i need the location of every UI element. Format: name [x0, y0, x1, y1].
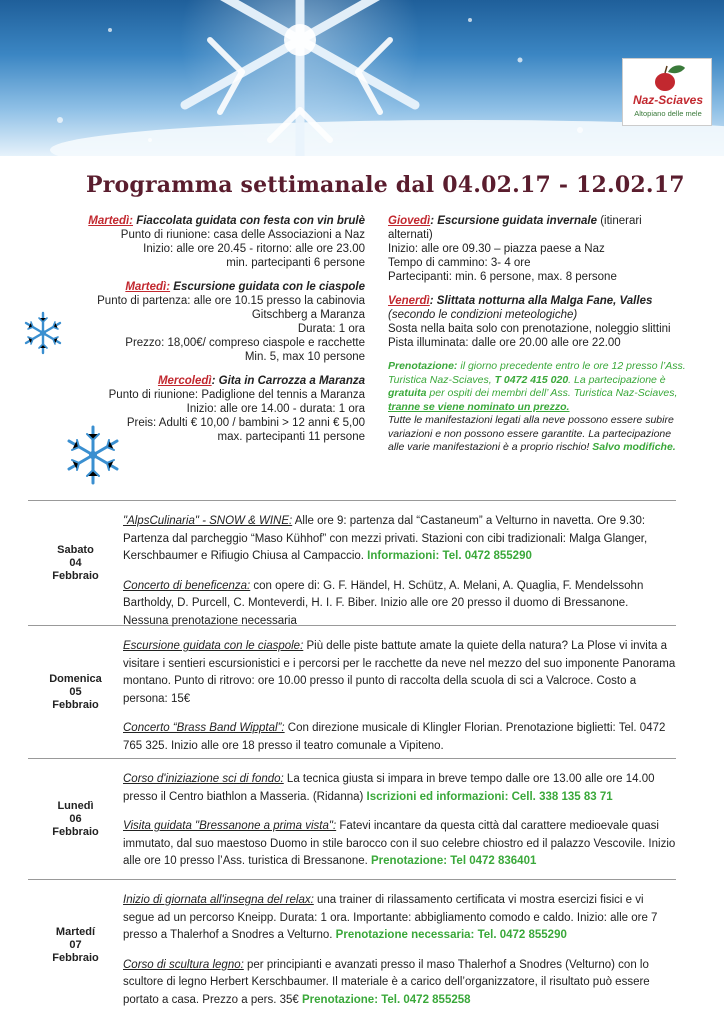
snowflake-icon	[20, 310, 66, 356]
event-title: Escursione guidata con le ciaspole:	[123, 640, 304, 652]
event-title: Inizio di giornata all'insegna del relax:	[123, 894, 314, 906]
schedule-event	[123, 720, 676, 755]
event-note: (itinerari alternati)	[388, 215, 642, 241]
day-label: Martedí 07 Febbraio	[52, 925, 99, 964]
event-subnote: (secondo le condizioni meteologiche)	[388, 309, 578, 321]
event-line: Partecipanti: min. 6 persone, max. 8 persone	[388, 271, 617, 283]
event-block	[80, 214, 365, 270]
event-line: Pista illuminata: dalle ore 20.00 alle ore 22.00	[388, 337, 621, 349]
event-text: Più delle piste battute amate la quiete della natura? La Plose vi invita a visitare i sentieri escursionistici e i percorsi per le racchette da neve nel mezzo del suo imponente Panorama montano. Punto di ritrovo: ore 10.00 presso il punto di raccolta della scuola di sci a Valcroce. Costo a persona: 15€	[123, 640, 676, 705]
event-text: La tecnica giusta si impara in breve tempo dalle ore 13.00 alle ore 14.00 presso il Centro biathlon a Masseria. (Ridanna)	[123, 773, 655, 803]
day-cell	[28, 626, 123, 758]
event-line: Sosta nella baita solo con prenotazione, noleggio slittini	[388, 323, 671, 335]
day-cell	[28, 759, 123, 879]
events-cell	[123, 626, 676, 758]
header-banner	[0, 0, 724, 156]
event-block	[388, 214, 688, 284]
snowflake-banner-image	[0, 0, 724, 156]
booking-unless: tranne se viene nominato un prezzo.	[388, 400, 570, 413]
event-block	[388, 294, 688, 350]
schedule-event	[123, 818, 676, 871]
event-line: Inizio: alle ore 20.45 - ritorno: alle ore 23.00	[143, 243, 365, 255]
event-heading: Escursione guidata con le ciaspole	[170, 281, 365, 293]
event-text: per principianti e avanzati presso il maso Thalerhof a Snodres (Velturno) con lo scultore di legno Herbert Kerschbaumer. Il materiale è a carico dell’organizzatore, il risultato può essere portato a casa. Prezzo a pers. 35€	[123, 958, 650, 1006]
event-heading: : Gita in Carrozza a Maranza	[211, 375, 365, 387]
booking-label: Prenotazione:	[388, 360, 458, 372]
event-title: Corso di scultura legno:	[123, 958, 244, 971]
day-label: Domenica 05 Febbraio	[49, 672, 102, 711]
event-day: Giovedì	[388, 215, 431, 227]
booking-text: per ospiti dei membri dell’ Ass. Turistica Naz-Sciaves,	[426, 387, 678, 399]
event-contact: Prenotazione: Tel. 0472 855258	[302, 993, 471, 1006]
event-title: Corso d'iniziazione sci di fondo:	[123, 773, 284, 785]
schedule-event	[123, 892, 676, 945]
events-cell	[123, 759, 676, 879]
table-row	[28, 880, 676, 1010]
event-contact: Informazioni: Tel. 0472 855290	[367, 550, 532, 562]
booking-text: il giorno precedente entro le ore 12 presso l’Ass. Turistica Naz-Sciaves,	[388, 360, 686, 386]
event-text: Fatevi incantare da questa città dal carattere medioevale quasi immutato, dal suo maestoso Duomo in stile barocco con il suo celebre chiostro ed il palazzo Vescovile. Inizio alle ore 10 presso l’Ass. turistica di Bressanone.	[123, 820, 676, 867]
naz-sciaves-logo[interactable]	[622, 58, 712, 126]
left-events-column	[80, 214, 365, 454]
schedule-event	[123, 578, 676, 631]
event-heading: : Escursione guidata invernale	[430, 215, 597, 227]
day-label: Lunedì 06 Febbraio	[52, 799, 99, 838]
event-line: Tempo di cammino: 3- 4 ore	[388, 257, 531, 269]
event-contact: Prenotazione necessaria: Tel. 0472 855290	[335, 929, 567, 941]
event-line: Inizio: alle ore 14.00 - durata: 1 ora	[186, 403, 365, 415]
event-title: Concerto “Brass Band Wipptal”:	[123, 722, 285, 734]
changes-note: Salvo modifiche.	[592, 441, 676, 453]
right-events-column	[388, 214, 688, 465]
booking-phone: T 0472 415 020	[494, 373, 569, 386]
event-line: Durata: 1 ora	[297, 323, 365, 335]
event-text: Alle ore 9: partenza dal “Castaneum” a Velturno in navetta. Ore 9.30: Partenza dal parcheggio “Maso Kühhof” con mezzi privati. Stazioni con cibi tradizionali: Malga Glanger, Kerschbaumer e Rifiugio Chiusa al Campaccio.	[123, 515, 648, 562]
page-title: Programma settimanale dal 04.02.17 - 12.02.17	[86, 172, 685, 198]
event-heading: Fiaccolata guidata con festa con vin brulè	[133, 215, 365, 227]
event-line: Gitschberg a Maranza	[251, 309, 365, 321]
event-line: Punto di partenza: alle ore 10.15 presso la cabinovia	[97, 295, 365, 307]
event-line: Preis: Adulti € 10,00 / bambini > 12 anni € 5,00	[126, 417, 365, 429]
disclaimer: Tutte le manifestazioni legati alla neve possono essere subire variazioni e non possono essere garantite. La partecipazione alle varie manifestazioni è a proprio rischio!	[388, 414, 674, 453]
events-cell	[123, 880, 676, 1010]
event-title: Visita guidata "Bressanone a prima vista":	[123, 820, 337, 832]
event-title: "AlpsCulinaria" - SNOW & WINE:	[123, 515, 293, 527]
day-cell	[28, 880, 123, 1010]
booking-free: gratuita	[388, 387, 427, 399]
event-day: Martedì:	[125, 281, 171, 293]
booking-text: . La partecipazione è	[568, 373, 666, 386]
apple-icon	[648, 62, 688, 94]
day-label: Sabato 04 Febbraio	[52, 543, 99, 582]
event-text: una trainer di rilassamento certificata vi mostra esercizi fisici e vi segue ad un percorso Kneipp. Durata: 1 ora. Importante: abbigliamento comodo e caldo. Inizio: alle ore 7 presso a Thalerhof a Snodres a Velturno.	[123, 894, 658, 941]
logo-subtitle: Altopiano delle mele	[634, 109, 702, 118]
event-line: Prezzo: 18,00€/ compreso ciaspole e racchette	[125, 337, 365, 349]
event-block	[80, 280, 365, 364]
event-line: min. partecipanti 6 persone	[226, 257, 365, 269]
event-line: Punto di riunione: casa delle Associazioni a Naz	[120, 229, 365, 241]
table-row	[28, 759, 676, 880]
event-text: Con direzione musicale di Klingler Florian. Prenotazione biglietti: Tel. 0472 765 325. Inizio alle ore 18 presso il teatro comunale a Vipiteno.	[123, 722, 666, 752]
table-row	[28, 626, 676, 759]
logo-name: Naz-Sciaves	[632, 93, 704, 107]
day-cell	[28, 501, 123, 625]
event-day: Mercoledì	[157, 375, 212, 387]
event-contact: Prenotazione: Tel 0472 836401	[371, 855, 537, 867]
event-day: Venerdì	[388, 295, 430, 307]
schedule-event	[123, 957, 676, 1010]
event-line: Inizio: alle ore 09.30 – piazza paese a Naz	[388, 243, 605, 255]
schedule-event	[123, 513, 676, 566]
schedule-table	[28, 500, 676, 1010]
schedule-event	[123, 771, 676, 806]
snowflake-icon	[62, 424, 124, 486]
table-row	[28, 501, 676, 626]
events-cell	[123, 501, 676, 625]
event-text: con opere di: G. F. Händel, H. Schütz, A. Melani, A. Quaglia, F. Mendelssohn Bartholdy, D. Purcell, C. Monteverdi, H. I. F. Biber. Inizio alle ore 20 presso il duomo di Bressanone. Nessuna prenotazione necessaria	[123, 579, 644, 627]
event-title: Concerto di beneficenza:	[123, 579, 251, 592]
schedule-event	[123, 638, 676, 708]
event-day: Martedì:	[88, 215, 134, 227]
event-line: Punto di riunione: Padiglione del tennis a Maranza	[108, 389, 365, 401]
event-line: max. partecipanti 11 persone	[217, 431, 365, 443]
event-line: Min. 5, max 10 persone	[244, 351, 365, 363]
event-heading: : Slittata notturna alla Malga Fane, Valles	[429, 295, 653, 307]
event-contact: Iscrizioni ed informazioni: Cell. 338 135 83 71	[366, 790, 613, 803]
booking-info	[388, 360, 688, 455]
